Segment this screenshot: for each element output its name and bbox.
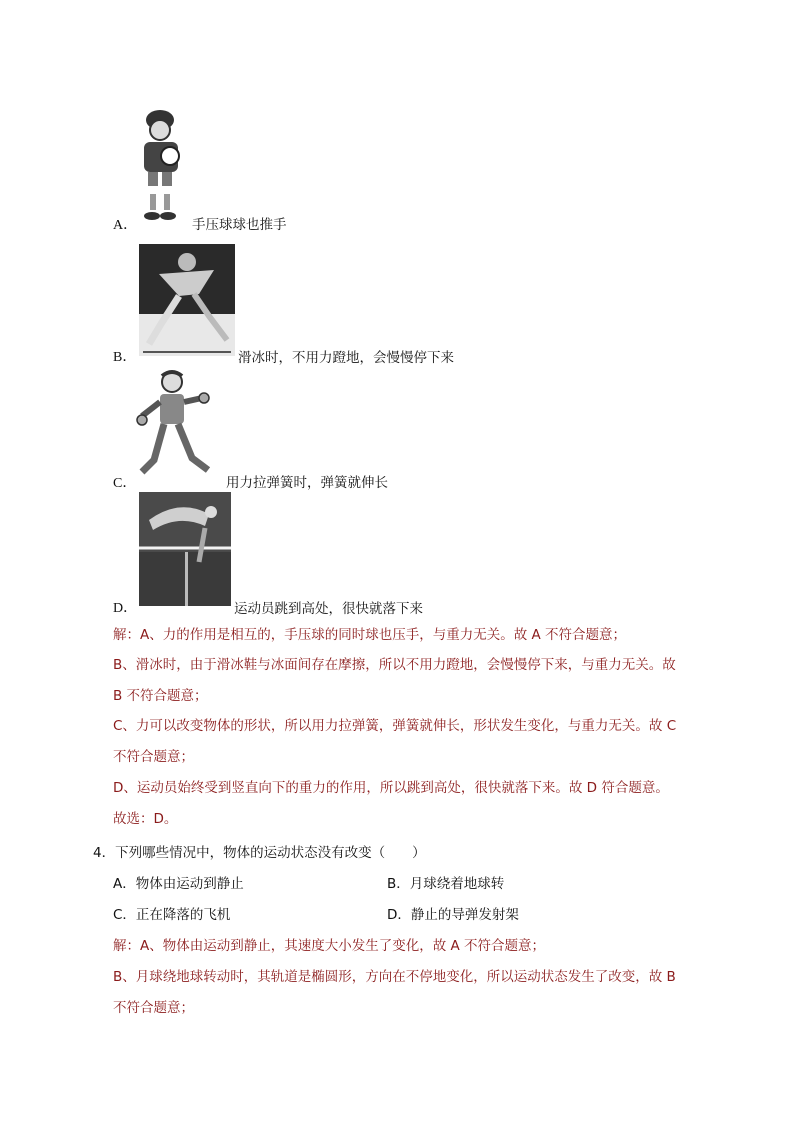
option-text: 滑冰时，不用力蹬地，会慢慢停下来 [238,350,454,366]
solution-line: 不符合题意； [113,1000,194,1016]
question-4-stem: 4．下列哪些情况中，物体的运动状态没有改变（ ） [93,845,426,861]
option-letter: C． [113,476,137,491]
solution-line: 解：A、物体由运动到静止，其速度大小发生了变化，故 A 不符合题意； [113,938,546,954]
ice-skater-photo [139,244,235,356]
solution-line: B、滑冰时，由于滑冰鞋与冰面间存在摩擦，所以不用力蹬地，会慢慢停下来，与重力无关。故 [113,657,676,673]
solution-line: 不符合题意； [113,749,194,765]
option-a: A．物体由运动到静止 [113,876,244,892]
option-letter: B． [113,350,137,365]
high-jump-athlete-photo [139,492,231,606]
option-text: 手压球球也推手 [192,217,287,233]
solution-line: B、月球绕地球转动时，其轨道是椭圆形，方向在不停地变化，所以运动状态发生了改变，故 B [113,969,676,985]
boy-stretching-spring-image [134,368,222,480]
solution-line: B 不符合题意； [113,688,208,704]
option-letter: A． [113,218,138,233]
option-d: D．静止的导弹发射架 [387,907,519,923]
option-text: 运动员跳到高处，很快就落下来 [234,601,423,617]
solution-line: C、力可以改变物体的形状，所以用力拉弹簧，弹簧就伸长，形状发生变化，与重力无关。故 C [113,718,677,734]
solution-line: D、运动员始终受到竖直向下的重力的作用，所以跳到高处，很快就落下来。故 D 符合题意。 [113,780,669,796]
option-c: C．正在降落的飞机 [113,907,231,923]
solution-line: 解：A、力的作用是相互的，手压球的同时球也压手，与重力无关。故 A 不符合题意； [113,627,627,643]
option-text: 用力拉弹簧时，弹簧就伸长 [226,475,388,491]
solution-answer: 故选：D。 [113,811,178,827]
option-letter: D． [113,601,138,616]
cartoon-boy-pressing-ball-image [134,104,194,226]
option-b: B．月球绕着地球转 [387,876,505,892]
